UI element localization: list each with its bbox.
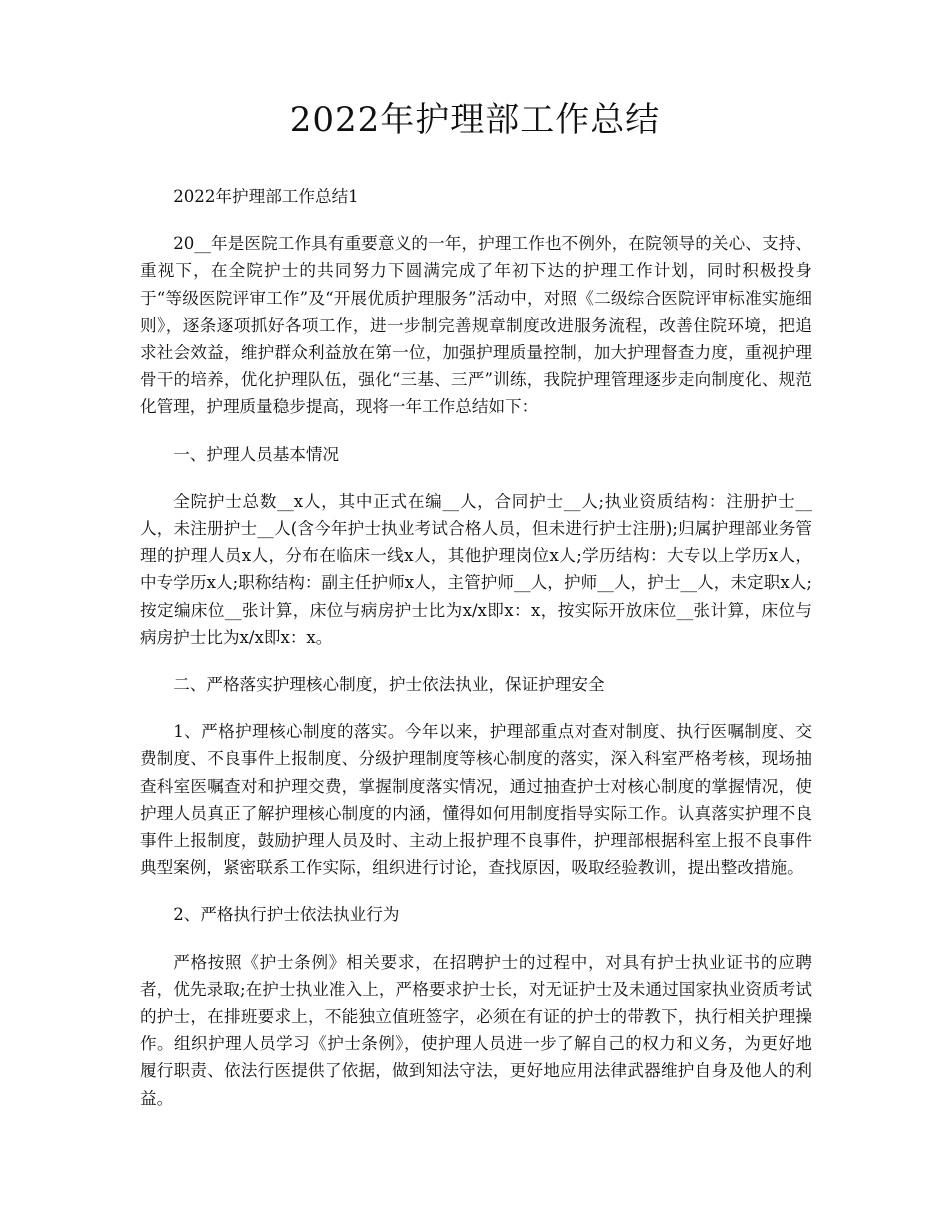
section-heading-core-system: 二、严格落实护理核心制度，护士依法执业，保证护理安全 <box>173 675 605 695</box>
document-title: 2022年护理部工作总结 <box>289 100 661 140</box>
document-body <box>140 183 812 1132</box>
staff-paragraph: 全院护士总数__x人，其中正式在编__人，合同护士__人;执业资质结构：注册护士__人，未注册护士__人(含今年护士执业考试合格人员，但未进行护士注册);归属护理部业务管理的护理人员x人，分布在临床一线x人，其他护理岗位x人;学历结构：大专以上学历x人，中专学历x人;职称结构：副主任护师x人，主管护师__人，护师__人，护士__人，未定职x人;按定编床位__张计算，床位与病房护士比为x/x即x：x，按实际开放床位__张计算，床位与病房护士比为x/x即x：x。 <box>140 491 812 647</box>
section-subtitle: 2022年护理部工作总结1 <box>173 187 359 206</box>
core-system-paragraph: 1、严格护理核心制度的落实。今年以来，护理部重点对查对制度、执行医嘱制度、交费制度、不良事件上报制度、分级护理制度等核心制度的落实，深入科室严格考核，现场抽查科室医嘱查对和护理交费，掌握制度落实情况，通过抽查护士对核心制度的掌握情况，使护理人员真正了解护理核心制度的内涵，懂得如何用制度指导实际工作。认真落实护理不良事件上报制度，鼓励护理人员及时、主动上报护理不良事件，护理部根据科室上报不良事件典型案例，紧密联系工作实际，组织进行讨论，查找原因，吸取经验教训，提出整改措施。 <box>140 722 812 878</box>
legal-practice-paragraph: 严格按照《护士条例》相关要求，在招聘护士的过程中，对具有护士执业证书的应聘者，优先录取;在护士执业准入上，严格要求护士长，对无证护士及未通过国家执业资质考试的护士，在排班要求上，不能独立值班签字，必须在有证的护士的带教下，执行相关护理操作。组织护理人员学习《护士条例》，使护理人员进一步了解自己的权力和义务，为更好地履行职责、依法行医提供了依据，做到知法守法，更好地应用法律武器维护自身及他人的利益。 <box>140 952 812 1108</box>
intro-paragraph: 20__年是医院工作具有重要意义的一年，护理工作也不例外，在院领导的关心、支持、重视下，在全院护士的共同努力下圆满完成了年初下达的护理工作计划，同时积极投身于“等级医院评审工作”及“开展优质护理服务”活动中，对照《二级综合医院评审标准实施细则》，逐条逐项抓好各项工作，进一步制完善规章制度改进服务流程，改善住院环境，把追求社会效益，维护群众利益放在第一位，加强护理质量控制，加大护理督查力度，重视护理骨干的培养，优化护理队伍，强化“三基、三严”训练，我院护理管理逐步走向制度化、规范化管理，护理质量稳步提高，现将一年工作总结如下： <box>140 234 812 417</box>
section-heading-legal-practice: 2、严格执行护士依法执业行为 <box>173 905 400 925</box>
section-heading-staff: 一、护理人员基本情况 <box>173 444 340 464</box>
